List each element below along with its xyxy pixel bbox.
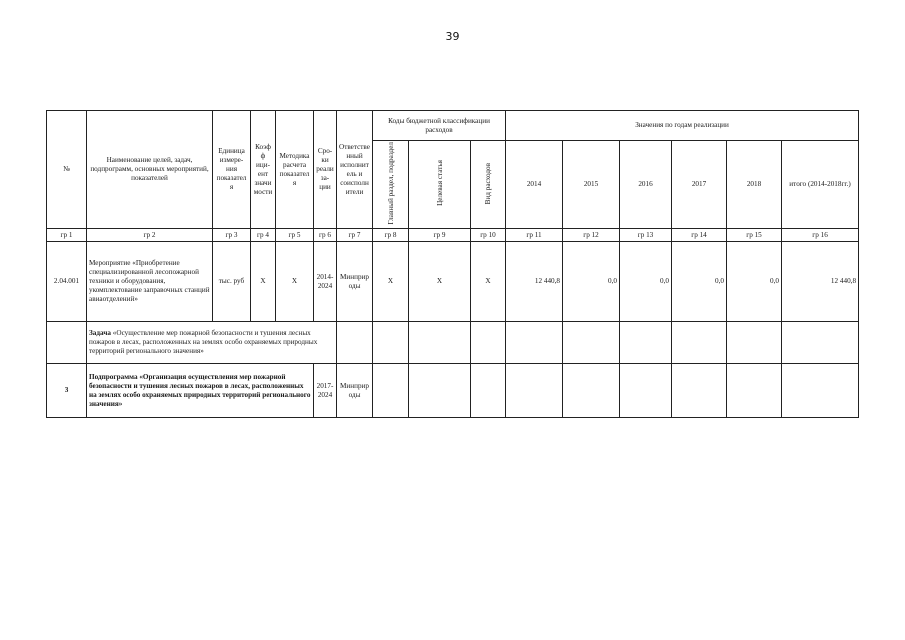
subprogram-number: 3 — [47, 364, 87, 418]
header-coef: Коэфф ици-ент значи мости — [251, 111, 276, 229]
header-method: Методика расчета показателя — [276, 111, 314, 229]
col-number: гр 15 — [727, 229, 782, 242]
activity-code-article: Х — [409, 242, 471, 322]
empty-cell — [506, 364, 563, 418]
col-number: гр 9 — [409, 229, 471, 242]
value-total: 12 440,8 — [782, 242, 859, 322]
empty-cell — [672, 322, 727, 364]
activity-method: Х — [276, 242, 314, 322]
task-text — [87, 322, 337, 364]
value-2016: 0,0 — [620, 242, 672, 322]
activity-coefficient: Х — [251, 242, 276, 322]
header-code-type-text: Вид расходов — [484, 162, 492, 204]
empty-cell — [471, 322, 506, 364]
empty-cell — [782, 364, 859, 418]
col-number: гр 5 — [276, 229, 314, 242]
header-name: Наименование целей, задач, подпрограмм, основных мероприятий, показателей — [87, 111, 213, 229]
empty-cell — [672, 364, 727, 418]
header-responsible: Ответственный исполнитель и соисполнители — [337, 111, 373, 229]
header-terms: Сро-ки реали за-ции — [314, 111, 337, 229]
empty-cell — [620, 322, 672, 364]
empty-cell — [373, 322, 409, 364]
header-year: 2016 — [620, 141, 672, 229]
col-number: гр 12 — [563, 229, 620, 242]
empty-cell — [471, 364, 506, 418]
empty-cell — [620, 364, 672, 418]
col-number: гр 11 — [506, 229, 563, 242]
header-year: 2014 — [506, 141, 563, 229]
header-year: 2018 — [727, 141, 782, 229]
task-label: Задача — [89, 329, 111, 338]
subprogram-responsible: Минприроды — [337, 364, 373, 418]
col-number: гр 3 — [213, 229, 251, 242]
header-year: 2015 — [563, 141, 620, 229]
col-number: гр 1 — [47, 229, 87, 242]
header-year: 2017 — [672, 141, 727, 229]
budget-table — [46, 110, 859, 418]
activity-code-section: Х — [373, 242, 409, 322]
activity-row — [47, 242, 859, 322]
col-number: гр 13 — [620, 229, 672, 242]
activity-unit: тыс. руб — [213, 242, 251, 322]
col-number: гр 14 — [672, 229, 727, 242]
header-budget-codes: Коды бюджетной классификации расходов — [373, 111, 506, 141]
col-number: гр 10 — [471, 229, 506, 242]
value-2014: 12 440,8 — [506, 242, 563, 322]
empty-cell — [727, 364, 782, 418]
col-number: гр 2 — [87, 229, 213, 242]
empty-cell — [563, 364, 620, 418]
col-number: гр 4 — [251, 229, 276, 242]
value-2017: 0,0 — [672, 242, 727, 322]
empty-cell — [409, 322, 471, 364]
empty-cell — [373, 364, 409, 418]
empty-cell — [337, 322, 373, 364]
header-code-section — [373, 141, 409, 229]
header-row-top — [47, 111, 859, 141]
header-code-type — [471, 141, 506, 229]
col-number: гр 7 — [337, 229, 373, 242]
col-number: гр 16 — [782, 229, 859, 242]
activity-code-type: Х — [471, 242, 506, 322]
activity-number: 2.04.001 — [47, 242, 87, 322]
header-unit: Единица измере-ния показателя — [213, 111, 251, 229]
empty-cell — [727, 322, 782, 364]
empty-cell — [563, 322, 620, 364]
empty-cell — [782, 322, 859, 364]
activity-terms: 2014-2024 — [314, 242, 337, 322]
header-year-total: итого (2014-2018гг.) — [782, 141, 859, 229]
task-row — [47, 322, 859, 364]
value-2015: 0,0 — [563, 242, 620, 322]
empty-cell — [409, 364, 471, 418]
value-2018: 0,0 — [727, 242, 782, 322]
task-number — [47, 322, 87, 364]
header-code-section-text: Главный раздел, подраздел — [386, 142, 395, 225]
column-numbers-row — [47, 229, 859, 242]
activity-name: Мероприятие «Приобретение специализированной лесопожарной техники и оборудования, укомплектование заправочных станций авиаотделений» — [87, 242, 213, 322]
header-num: № — [47, 111, 87, 229]
header-code-article — [409, 141, 471, 229]
header-code-article-text: Целевая статья — [435, 160, 444, 207]
page-number: 39 — [445, 30, 460, 43]
subprogram-terms: 2017-2024 — [314, 364, 337, 418]
col-number: гр 8 — [373, 229, 409, 242]
activity-responsible: Минприроды — [337, 242, 373, 322]
subprogram-name: Подпрограмма «Организация осуществления мер пожарной безопасности и тушения лесных пожаров в лесах, расположенных на землях особо охраняемых природных территорий регионального значения» — [87, 364, 314, 418]
subprogram-row — [47, 364, 859, 418]
empty-cell — [506, 322, 563, 364]
col-number: гр 6 — [314, 229, 337, 242]
header-values-by-year: Значения по годам реализации — [506, 111, 859, 141]
task-description: «Осуществление мер пожарной безопасности и тушения лесных пожаров в лесах, расположенных на землях особо охраняемых природных территорий регионального значения» — [89, 329, 318, 356]
